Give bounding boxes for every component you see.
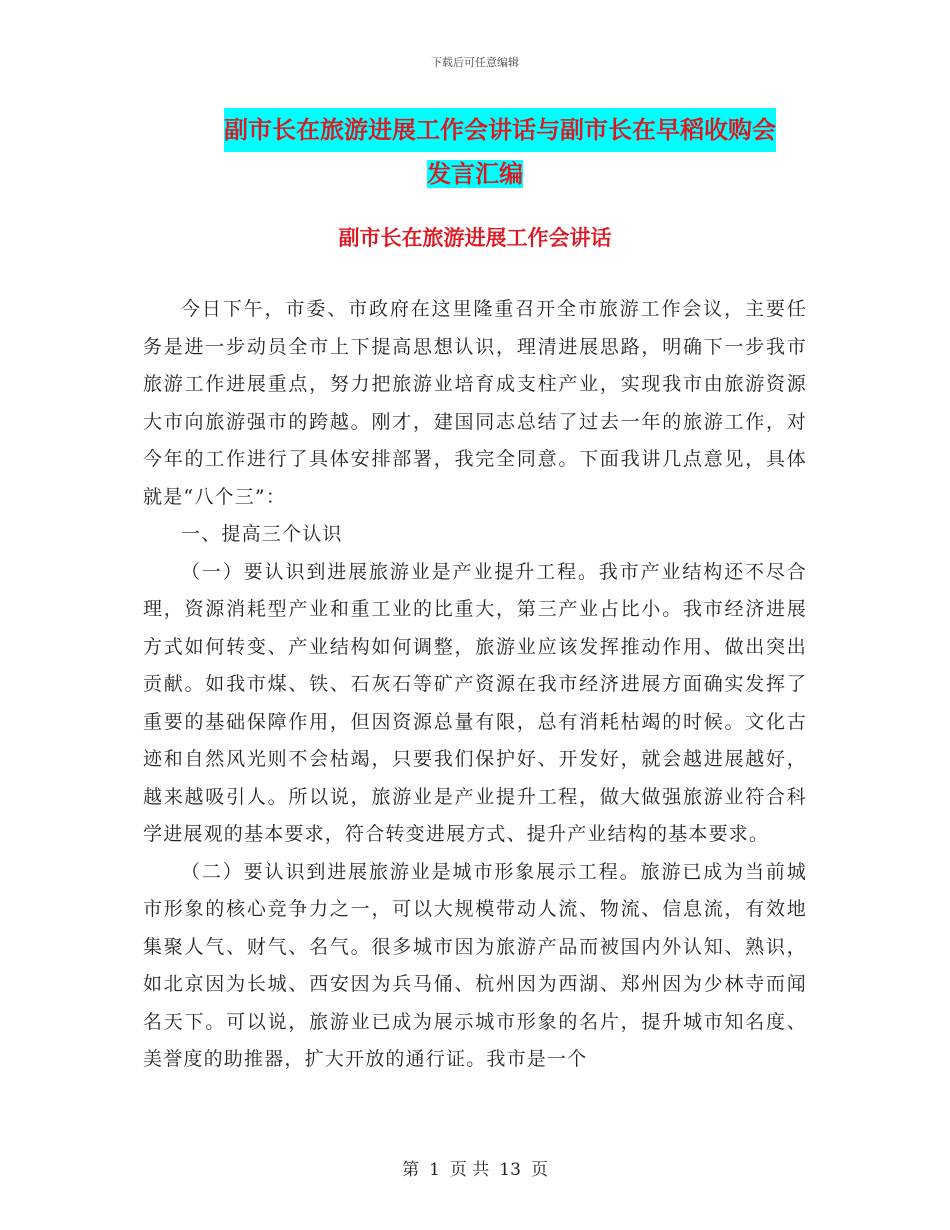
footer-mid: 页 共 <box>449 1160 490 1180</box>
page-footer <box>0 1155 950 1180</box>
paragraph-heading: 一、提高三个认识 <box>181 523 343 545</box>
footer-page-number: 1 <box>429 1160 440 1180</box>
body-text <box>143 291 807 1079</box>
header-note: 下载后可任意编辑 <box>431 56 519 69</box>
section-title: 副市长在旅游进展工作会讲话 <box>338 226 612 250</box>
footer-total-pages: 13 <box>499 1160 521 1180</box>
footer-prefix: 第 <box>402 1160 420 1180</box>
paragraph-item-1: （一）要认识到进展旅游业是产业提升工程。我市产业结构还不尽合理，资源消耗型产业和重工业的比重大，第三产业占比小。我市经济进展方式如何转变、产业结构如何调整，旅游业应该发挥推动作用、做出突出贡献。如我市煤、铁、石灰石等矿产资源在我市经济进展方面确实发挥了重要的基础保障作用，但因资源总量有限，总有消耗枯竭的时候。文化古迹和自然风光则不会枯竭，只要我们保护好、开发好，就会越进展越好，越来越吸引人。所以说，旅游业是产业提升工程，做大做强旅游业符合科学进展观的基本要求，符合转变进展方式、提升产业结构的基本要求。 <box>143 560 807 845</box>
document-title-line1: 副市长在旅游进展工作会讲话与副市长在早稻收购会 <box>224 108 776 152</box>
paragraph-intro: 今日下午，市委、市政府在这里隆重召开全市旅游工作会议，主要任务是进一步动员全市上下提高思想认识，理清进展思路，明确下一步我市旅游工作进展重点，努力把旅游业培育成支柱产业，实现我市由旅游资源大市向旅游强市的跨越。刚才，建国同志总结了过去一年的旅游工作，对今年的工作进行了具体安排部署，我完全同意。下面我讲几点意见，具体就是“八个三”： <box>143 298 807 508</box>
paragraph-item-2: （二）要认识到进展旅游业是城市形象展示工程。旅游已成为当前城市形象的核心竞争力之一，可以大规模带动人流、物流、信息流，有效地集聚人气、财气、名气。很多城市因为旅游产品而被国内外认知、熟识，如北京因为长城、西安因为兵马俑、杭州因为西湖、郑州因为少林寺而闻名天下。可以说，旅游业已成为展示城市形象的名片，提升城市知名度、美誉度的助推器，扩大开放的通行证。我市是一个 <box>143 860 807 1070</box>
document-title <box>0 108 950 196</box>
footer-suffix: 页 <box>530 1160 548 1180</box>
document-title-line2: 发言汇编 <box>427 160 523 188</box>
